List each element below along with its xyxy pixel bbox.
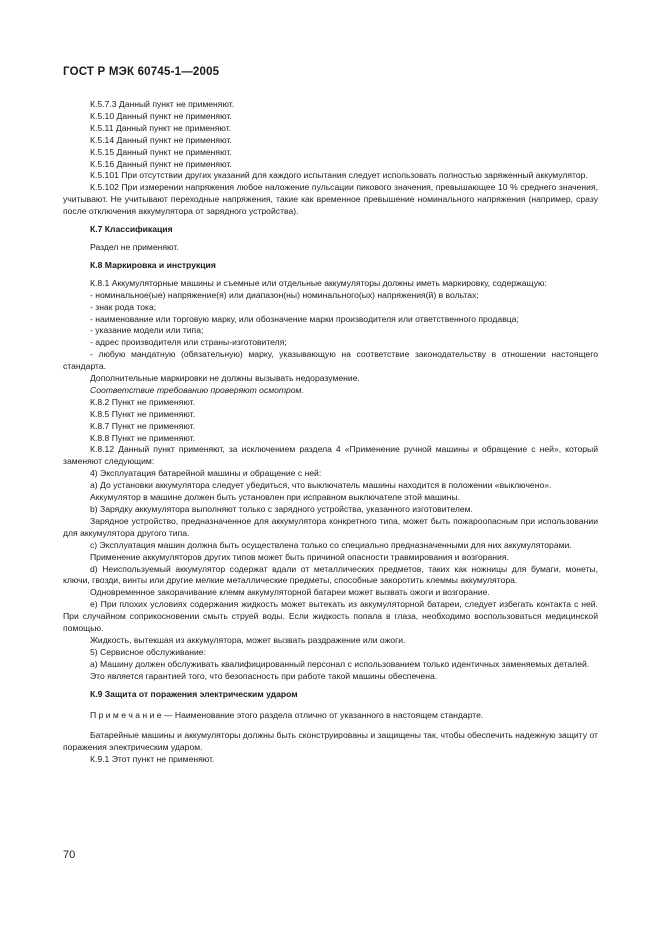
- paragraph: а) Машину должен обслуживать квалифицированный персонал с использованием только идентичных заменяемых деталей.: [90, 658, 590, 669]
- paragraph: К.5.7.3 Данный пункт не применяют.: [90, 99, 235, 109]
- paragraph: К.8.12 Данный пункт применяют, за исключением раздела 4 «Применение ручной машины и обращение с ней», который заменяют следующим:: [63, 444, 598, 467]
- paragraph: К.5.16 Данный пункт не применяют.: [90, 158, 232, 169]
- paragraph: - любую мандатную (обязательную) марку, указывающую на соответствие законодательству в отношении настоящего стандарта.: [63, 349, 598, 372]
- paragraph: К.8.7 Пункт не применяют.: [90, 420, 195, 431]
- paragraph: Зарядное устройство, предназначенное для аккумулятора конкретного типа, может быть пожароопасным при использовании для аккумулятора другого типа.: [63, 515, 598, 538]
- paragraph: - знак рода тока;: [90, 301, 157, 312]
- section-heading: К.9 Защита от поражения электрическим ударом: [90, 688, 298, 699]
- paragraph: К.8.1 Аккумуляторные машины и съемные или отдельные аккумуляторы должны иметь маркировку, содержащую:: [90, 277, 547, 288]
- document-header: ГОСТ Р МЭК 60745-1—2005: [63, 66, 220, 78]
- page-number: 70: [63, 849, 76, 861]
- paragraph: Применение аккумуляторов других типов может быть причиной опасности травмирования и возгорания.: [90, 551, 509, 562]
- paragraph: Это является гарантией того, что безопасность при работе такой машины обеспечена.: [90, 670, 438, 681]
- paragraph: b) Зарядку аккумулятора выполняют только с зарядного устройства, указанного изготовителем.: [90, 504, 473, 514]
- paragraph: П р и м е ч а н и е — Наименование этого раздела отлично от указанного в настоящем стандарте.: [90, 709, 484, 720]
- paragraph: Батарейные машины и аккумуляторы должны быть сконструированы и защищены так, чтобы обеспечить надежную защиту от поражения электрическим ударом.: [63, 730, 598, 753]
- paragraph: Аккумулятор в машине должен быть установлен при исправном выключателе этой машины.: [90, 492, 460, 503]
- paragraph: Жидкость, вытекшая из аккумулятора, может вызвать раздражение или ожоги.: [90, 634, 406, 645]
- paragraph: К.5.15 Данный пункт не применяют.: [90, 146, 232, 157]
- paragraph: К.5.101 При отсутствии других указаний для каждого испытания следует использовать полностью заряженный аккумулятор.: [90, 170, 588, 181]
- document-body: [63, 99, 598, 766]
- paragraph: К.5.10 Данный пункт не применяют.: [90, 110, 232, 121]
- section-heading: К.7 Классификация: [90, 224, 173, 235]
- paragraph: а) До установки аккумулятора следует убедиться, что выключатель машины находится в положении «выключено».: [90, 480, 552, 491]
- paragraph: Дополнительные маркировки не должны вызывать недоразумение.: [90, 373, 360, 384]
- paragraph: - наименование или торговую марку, или обозначение марки производителя или ответственного продавца;: [90, 313, 519, 324]
- paragraph: К.5.11 Данный пункт не применяют.: [90, 122, 232, 133]
- paragraph: d) Неиспользуемый аккумулятор содержат вдали от металлических предметов, таких как ножницы для бумаги, монеты, ключи, гвозди, винты или другие мелкие металлические предметы, способные закоротить клеммы аккумулятора.: [63, 563, 598, 586]
- paragraph: Раздел не применяют.: [90, 241, 179, 252]
- paragraph: К.9.1 Этот пункт не применяют.: [90, 754, 215, 765]
- paragraph: с) Эксплуатация машин должна быть осуществлена только со специально предназначенными для них аккумуляторами.: [90, 539, 572, 550]
- paragraph: К.8.2 Пункт не применяют.: [90, 396, 195, 407]
- paragraph: 5) Сервисное обслуживание:: [90, 646, 206, 657]
- section-heading: К.8 Маркировка и инструкция: [90, 259, 216, 270]
- paragraph: 4) Эксплуатация батарейной машины и обращение с ней:: [90, 468, 322, 479]
- paragraph: К.5.14 Данный пункт не применяют.: [90, 134, 232, 145]
- paragraph: К.8.8 Пункт не применяют.: [90, 432, 195, 443]
- paragraph: К.8.5 Пункт не применяют.: [90, 408, 195, 419]
- paragraph: - номинальное(ые) напряжение(я) или диапазон(ны) номинального(ых) напряжения(й) в вольтах;: [90, 289, 479, 300]
- paragraph: Соответствие требованию проверяют осмотром.: [90, 384, 304, 395]
- paragraph: - указание модели или типа;: [90, 325, 204, 336]
- paragraph: К.5.102 При измерении напряжения любое наложение пульсации пикового значения, превышающее 10 % среднего значения, учитывают. Не учитывают переходные напряжения, такие как временное превышение номинального напряжения (например, сразу после отключения аккумулятора от зарядного устройства).: [63, 182, 598, 217]
- paragraph: Одновременное закорачивание клемм аккумуляторной батареи может вызвать ожоги и возгорание.: [90, 587, 490, 598]
- paragraph: e) При плохих условиях содержания жидкость может вытекать из аккумуляторной батареи, следует избегать контакта с ней. При случайном соприкосновении смыть струей воды. Если жидкость попала в глаза, необходимо воспользоваться медицинской помощью.: [63, 599, 598, 634]
- paragraph: - адрес производителя или страны-изготовителя;: [90, 337, 287, 348]
